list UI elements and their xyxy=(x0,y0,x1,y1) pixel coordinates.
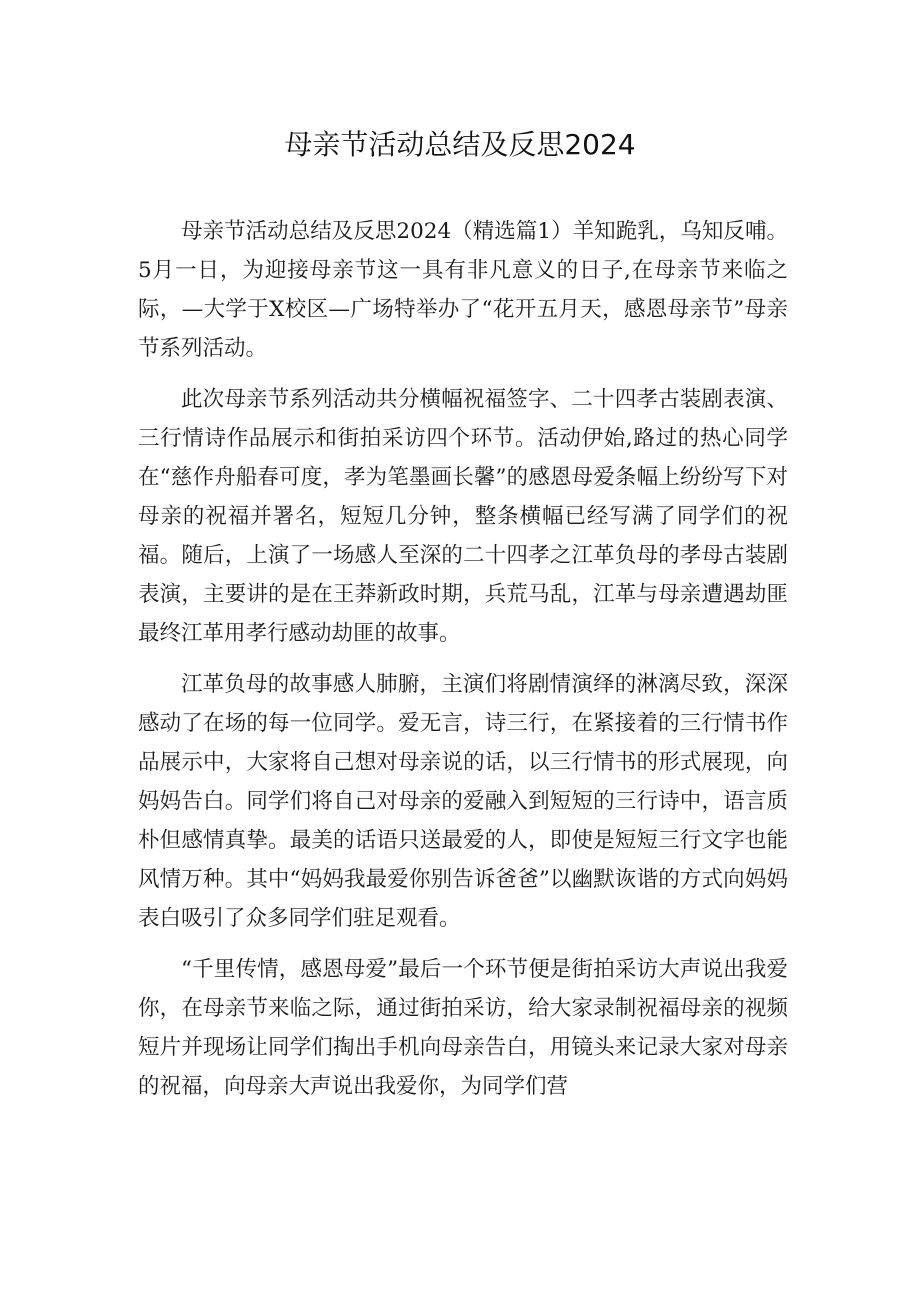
paragraph-3: 江革负母的故事感人肺腑，主演们将剧情演绎的淋漓尽致，深深感动了在场的每一位同学。爱无言，诗三行，在紧接着的三行情书作品展示中，大家将自己想对母亲说的话，以三行情书的形式展现，向妈妈告白。同学们将自己对母亲的爱融入到短短的三行诗中，语言质朴但感情真挚。最美的话语只送最爱的人，即使是短短三行文字也能风情万种。其中“妈妈我最爱你别告诉爸爸”以幽默诙谐的方式向妈妈表白吸引了众多同学们驻足观看。 xyxy=(138,672,788,931)
paragraph-2: 此次母亲节系列活动共分横幅祝福签字、二十四孝古装剧表演、三行情诗作品展示和街拍采访四个环节。活动伊始,路过的热心同学在“慈作舟船春可度，孝为笔墨画长馨”的感恩母爱条幅上纷纷写下对母亲的祝福并署名，短短几分钟，整条横幅已经写满了同学们的祝福。随后，上演了一场感人至深的二十四孝之江革负母的孝母古装剧表演，主要讲的是在王莽新政时期，兵荒马乱，江革与母亲遭遇劫匪最终江革用孝行感动劫匪的故事。 xyxy=(138,387,788,646)
paragraph-1: 母亲节活动总结及反思2024（精选篇1）羊知跪乳，乌知反哺。5月一日，为迎接母亲节这一具有非凡意义的日子,在母亲节来临之际，—大学于X校区—广场特举办了“花开五月天，感恩母亲节”母亲节系列活动。 xyxy=(138,219,788,361)
document-body xyxy=(138,212,788,1106)
paragraph-4: “千里传情，感恩母爱”最后一个环节便是街拍采访大声说出我爱你，在母亲节来临之际，通过街拍采访，给大家录制祝福母亲的视频短片并现场让同学们掏出手机向母亲告白，用镜头来记录大家对母亲的祝福，向母亲大声说出我爱你，为同学们营 xyxy=(138,957,788,1099)
document-title: 母亲节活动总结及反思2024 xyxy=(284,128,636,161)
